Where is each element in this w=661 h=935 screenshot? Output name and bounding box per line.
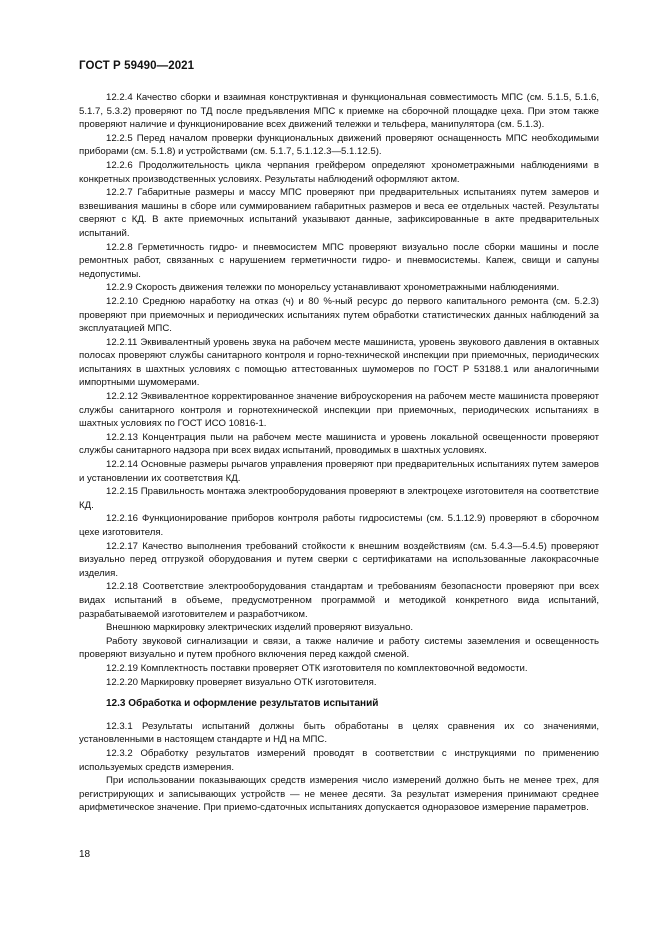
paragraph-12-2-18: 12.2.18 Соответствие электрооборудования стандартам и требованиям безопасности проверяют при всех видах испытаний в объеме, предусмотренном программой и методикой конкретного вида испытаний, разрабатываемой изготовителем и разработчиком. [79, 581, 599, 620]
paragraph-12-2-20: 12.2.20 Маркировку проверяет визуально ОТК изготовителя. [106, 676, 377, 688]
paragraph-12-2-7: 12.2.7 Габаритные размеры и массу МПС проверяют при предварительных испытаниях путем замеров и взвешивания машины в сборе или суммированием габаритных размеров и веса ее отдельных частей. Результаты сверяют с КД. В акте приемочных испытаний указывают данные, зафиксированные в акте предварительных испытаний. [79, 187, 599, 239]
document-header: ГОСТ Р 59490—2021 [79, 60, 195, 72]
paragraph-12-2-9: 12.2.9 Скорость движения тележки по монорельсу устанавливают хронометражными наблюдениями. [106, 282, 560, 294]
paragraph-12-2-4: 12.2.4 Качество сборки и взаимная конструктивная и функциональная совместимость МПС (см. 5.1.5, 5.1.6, 5.1.7, 5.3.2) проверяют по ТД после предъявления МПС к приемке на сборочной площадке цеха. При этом также проверяют наличие и функционирование всех движений тележки и тельфера, манипулятора (см. 5.1.3). [79, 92, 599, 131]
paragraph-measurements: При использовании показывающих средств измерения число измерений должно быть не менее трех, для регистрирующих и записывающих устройств — не менее десяти. За результат измерения принимают среднее арифметическое значение. При приемо-сдаточных испытаниях допускается одноразовое измерение параметров. [79, 775, 599, 814]
paragraph-12-2-15: 12.2.15 Правильность монтажа электрооборудования проверяют в электроцехе изготовителя на соответствие КД. [79, 486, 599, 511]
paragraph-12-2-5: 12.2.5 Перед началом проверки функциональных движений проверяют оснащенность МПС необходимыми приборами (см. 5.1.8) и устройствами (см. 5.1.7, 5.1.12.3—5.1.12.5). [79, 132, 599, 158]
paragraph-12-3-1: 12.3.1 Результаты испытаний должны быть обработаны в целях сравнения их со значениями, установленными в настоящем стандарте и НД на МПС. [79, 720, 599, 746]
section-heading: 12.3 Обработка и оформление результатов испытаний [106, 698, 379, 710]
paragraph-12-2-14: 12.2.14 Основные размеры рычагов управления проверяют при предварительных испытаниях путем замеров и установлении их соответствия КД. [79, 459, 599, 484]
paragraph-signaling-check: Работу звуковой сигнализации и связи, а также наличие и работу системы заземления и освещенность проверяют визуально и путем пробного включения перед каждой сменой. [79, 635, 599, 661]
paragraph-12-3-2: 12.3.2 Обработку результатов измерений проводят в соответствии с инструкциями по применению используемых средств измерения. [79, 747, 599, 773]
paragraph-12-2-19: 12.2.19 Комплектность поставки проверяет ОТК изготовителя по комплектовочной ведомости. [106, 662, 528, 674]
paragraph-12-2-16: 12.2.16 Функционирование приборов контроля работы гидросистемы (см. 5.1.12.9) проверяют в сборочном цехе изготовителя. [79, 513, 599, 538]
paragraph-12-2-11: 12.2.11 Эквивалентный уровень звука на рабочем месте машиниста, уровень звукового давления в октавных полосах проверяют службы санитарного контроля и горно-технической инспекции при приемочных, периодических испытаниях в шахтных условиях с помощью аттестованных шумомеров по ГОСТ Р 53188.1 или аналогичными импортными шумомерами. [79, 336, 599, 389]
paragraph-12-2-6: 12.2.6 Продолжительность цикла черпания грейфером определяют хронометражными наблюдениями в конкретных производственных условиях. Результаты наблюдений оформляют актом. [79, 159, 599, 185]
paragraph-12-2-12: 12.2.12 Эквивалентное корректированное значение виброускорения на рабочем месте машиниста проверяют службы санитарного контроля и горнотехнической инспекции при приемочных, периодических испытаниях в шахтных условиях по ГОСТ ИСО 10816-1. [79, 391, 600, 430]
paragraph-12-2-17: 12.2.17 Качество выполнения требований стойкости к внешним воздействиям (см. 5.4.3—5.4.5) проверяют визуально перед отгрузкой оборудования и путем сверки с сертификатами на использованные лакокрасочные изделия. [79, 540, 599, 579]
paragraph-12-2-10: 12.2.10 Среднюю наработку на отказ (ч) и 80 %-ный ресурс до первого капитального ремонта (см. 5.2.3) проверяют при приемочных и периодических испытаниях путем обработки статистических данных наблюдений за эксплуатацией МПС. [79, 295, 599, 335]
paragraph-12-2-8: 12.2.8 Герметичность гидро- и пневмосистем МПС проверяют визуально после сборки машины и после ремонтных работ, связанных с нарушением герметичности гидро- и пневмосистемы. Капеж, свищи и сапуны недопустимы. [79, 241, 599, 280]
paragraph-12-2-13: 12.2.13 Концентрация пыли на рабочем месте машиниста и уровень локальной освещенности проверяют службы санитарного надзора при всех видах испытаний, проводимых в шахтных условиях. [79, 431, 599, 457]
page-number: 18 [79, 849, 91, 860]
paragraph-marking-check: Внешнюю маркировку электрических изделий проверяют визуально. [106, 622, 414, 634]
document-body [79, 91, 599, 815]
